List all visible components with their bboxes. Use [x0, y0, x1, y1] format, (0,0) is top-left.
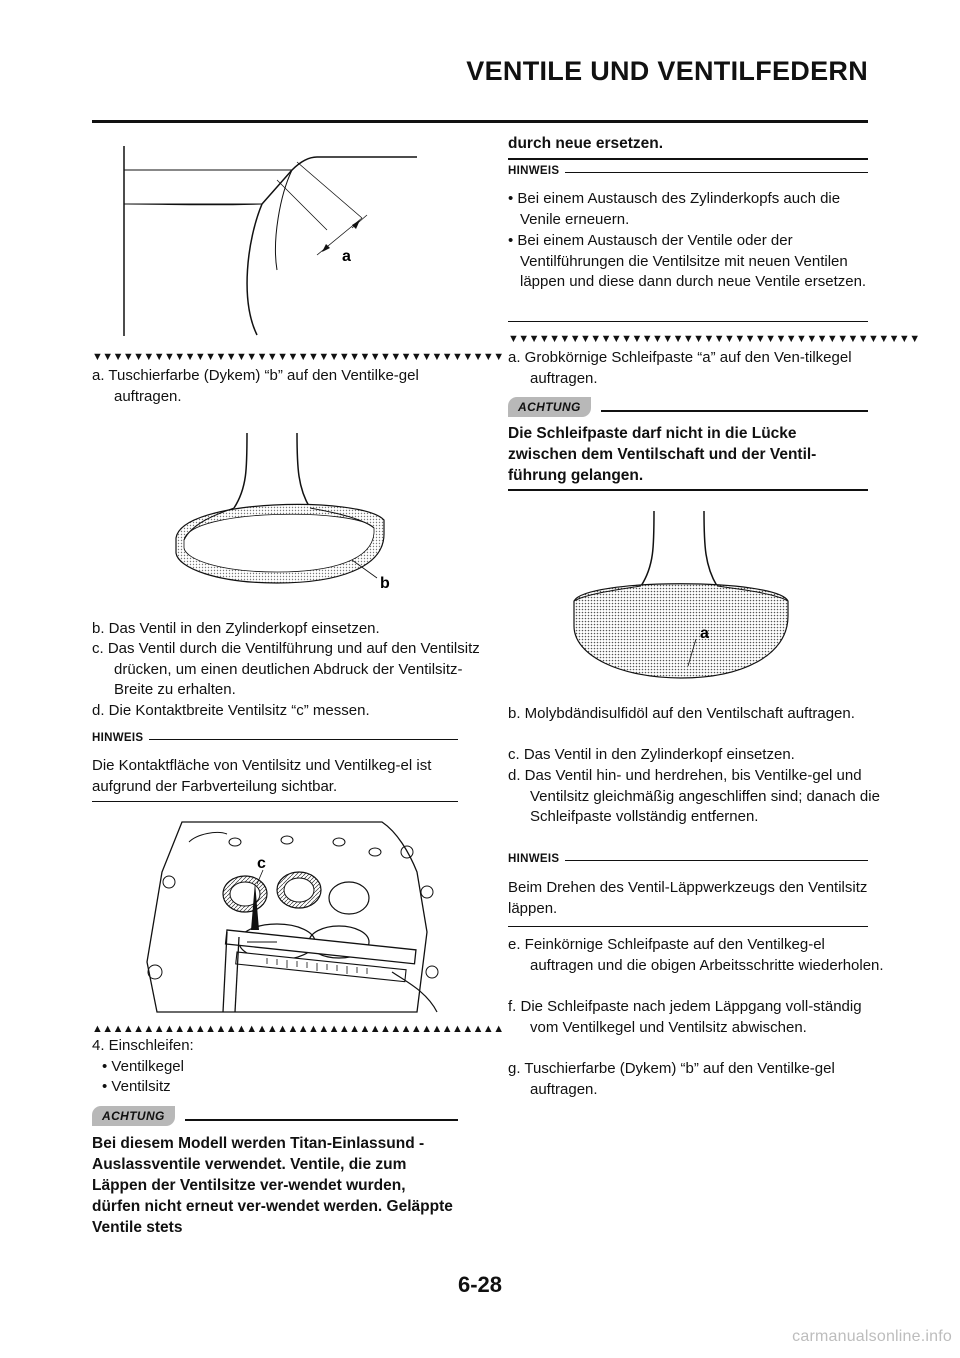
step-c: c. Das Ventil in den Zylinderkopf einsetzen.: [508, 746, 795, 763]
valve-lapping-compound-figure: [566, 506, 806, 686]
step-f: f. Die Schleifpaste nach jedem Läppgang voll-ständig vom Ventilkegel und Ventilsitz abwischen.: [508, 998, 862, 1036]
hinweis-bullet: • Bei einem Austausch der Ventile oder der Ventilführungen die Ventilsitze mit neuen Ventilen läppen und diese dann durch neue Ventile ersetzen.: [508, 232, 867, 290]
header-rule: [92, 120, 868, 123]
achtung-text: Bei diesem Modell werden Titan-Einlassund -Auslassventile verwendet. Ventile, die zum Läppen der Ventilsitze ver-wendet wurden, dürfen nicht erneut ver-wendet werden. Geläppte Ventile stets: [92, 1135, 453, 1236]
page-number: 6-28: [457, 1272, 503, 1297]
bullet-ventilsitz: • Ventilsitz: [102, 1078, 171, 1095]
hinweis-header: [508, 165, 868, 177]
figure-label-a: a: [342, 248, 351, 265]
watermark: carmanualsonline.info: [792, 1328, 952, 1345]
hinweis-end-rule: [508, 926, 868, 927]
achtung-header: [92, 1106, 458, 1126]
achtung-text: Die Schleifpaste darf nicht in die Lücke zwischen dem Ventilschaft und der Ventil-führung gelangen.: [508, 425, 817, 484]
hinweis-text: Beim Drehen des Ventil-Läppwerkzeugs den Ventilsitz läppen.: [508, 879, 868, 917]
valve-seat-section-figure: [112, 140, 442, 340]
step-4: 4. Einschleifen:: [92, 1037, 194, 1054]
hinweis-header: [508, 853, 868, 865]
hinweis-header: [92, 732, 458, 744]
hinweis-text: Die Kontaktfläche von Ventilsitz und Ventilkeg-el ist aufgrund der Farbverteilung sichtbar.: [92, 757, 432, 795]
hinweis-end-rule: [92, 801, 458, 802]
hinweis-label: HINWEIS: [508, 165, 560, 177]
hinweis-end-rule: [508, 321, 868, 322]
step-b: b. Molybdändisulfidöl auf den Ventilschaft auftragen.: [508, 705, 855, 722]
figure-label-a: a: [700, 625, 709, 642]
hinweis-bullet: • Bei einem Austausch des Zylinderkopfs auch die Venile erneuern.: [508, 190, 841, 228]
step-e: e. Feinkörnige Schleifpaste auf den Ventilkeg-el auftragen und die obigen Arbeitsschritte wiederholen.: [508, 936, 884, 974]
hinweis-label: HINWEIS: [508, 853, 560, 865]
valve-dye-figure: [162, 428, 432, 598]
step-b: b. Das Ventil in den Zylinderkopf einsetzen.: [92, 620, 380, 637]
step-d: d. Die Kontaktbreite Ventilsitz “c” messen.: [92, 702, 370, 719]
achtung-header: [508, 397, 868, 417]
triangle-marker-down: ▼▼▼▼▼▼▼▼▼▼▼▼▼▼▼▼▼▼▼▼▼▼▼▼▼▼▼▼▼▼▼▼▼▼▼▼▼▼▼▼: [92, 351, 504, 363]
seat-width-measurement-figure: [127, 812, 457, 1017]
triangle-marker-up: ▲▲▲▲▲▲▲▲▲▲▲▲▲▲▲▲▲▲▲▲▲▲▲▲▲▲▲▲▲▲▲▲▲▲▲▲▲▲▲▲: [92, 1023, 504, 1035]
achtung-end-rule: [508, 158, 868, 160]
figure-label-b: b: [380, 575, 390, 592]
step-a: a. Tuschierfarbe (Dykem) “b” auf den Ventilke-gel auftragen.: [92, 367, 419, 405]
achtung-end-rule: [508, 489, 868, 491]
achtung-badge: ACHTUNG: [92, 1106, 175, 1126]
step-c: c. Das Ventil durch die Ventilführung und auf den Ventilsitz drücken, um einen deutlichen Abdruck der Ventilsitz-Breite zu erhalten.: [92, 640, 480, 698]
step-a: a. Grobkörnige Schleifpaste “a” auf den Ven-tilkegel auftragen.: [508, 349, 852, 387]
figure-label-c: c: [257, 855, 266, 872]
triangle-marker-down: ▼▼▼▼▼▼▼▼▼▼▼▼▼▼▼▼▼▼▼▼▼▼▼▼▼▼▼▼▼▼▼▼▼▼▼▼▼▼▼▼: [508, 333, 920, 345]
step-d: d. Das Ventil hin- und herdrehen, bis Ventilke-gel und Ventilsitz gleichmäßig angeschliffen sind; danach die Schleifpaste vollständig entfernen.: [508, 767, 880, 825]
step-g: g. Tuschierfarbe (Dykem) “b” auf den Ventilke-gel auftragen.: [508, 1060, 835, 1098]
page-title: VENTILE UND VENTILFEDERN: [466, 56, 868, 86]
hinweis-label: HINWEIS: [92, 732, 144, 744]
achtung-continued-text: durch neue ersetzen.: [508, 135, 664, 152]
achtung-badge: ACHTUNG: [508, 397, 591, 417]
bullet-ventilkegel: • Ventilkegel: [102, 1058, 184, 1075]
